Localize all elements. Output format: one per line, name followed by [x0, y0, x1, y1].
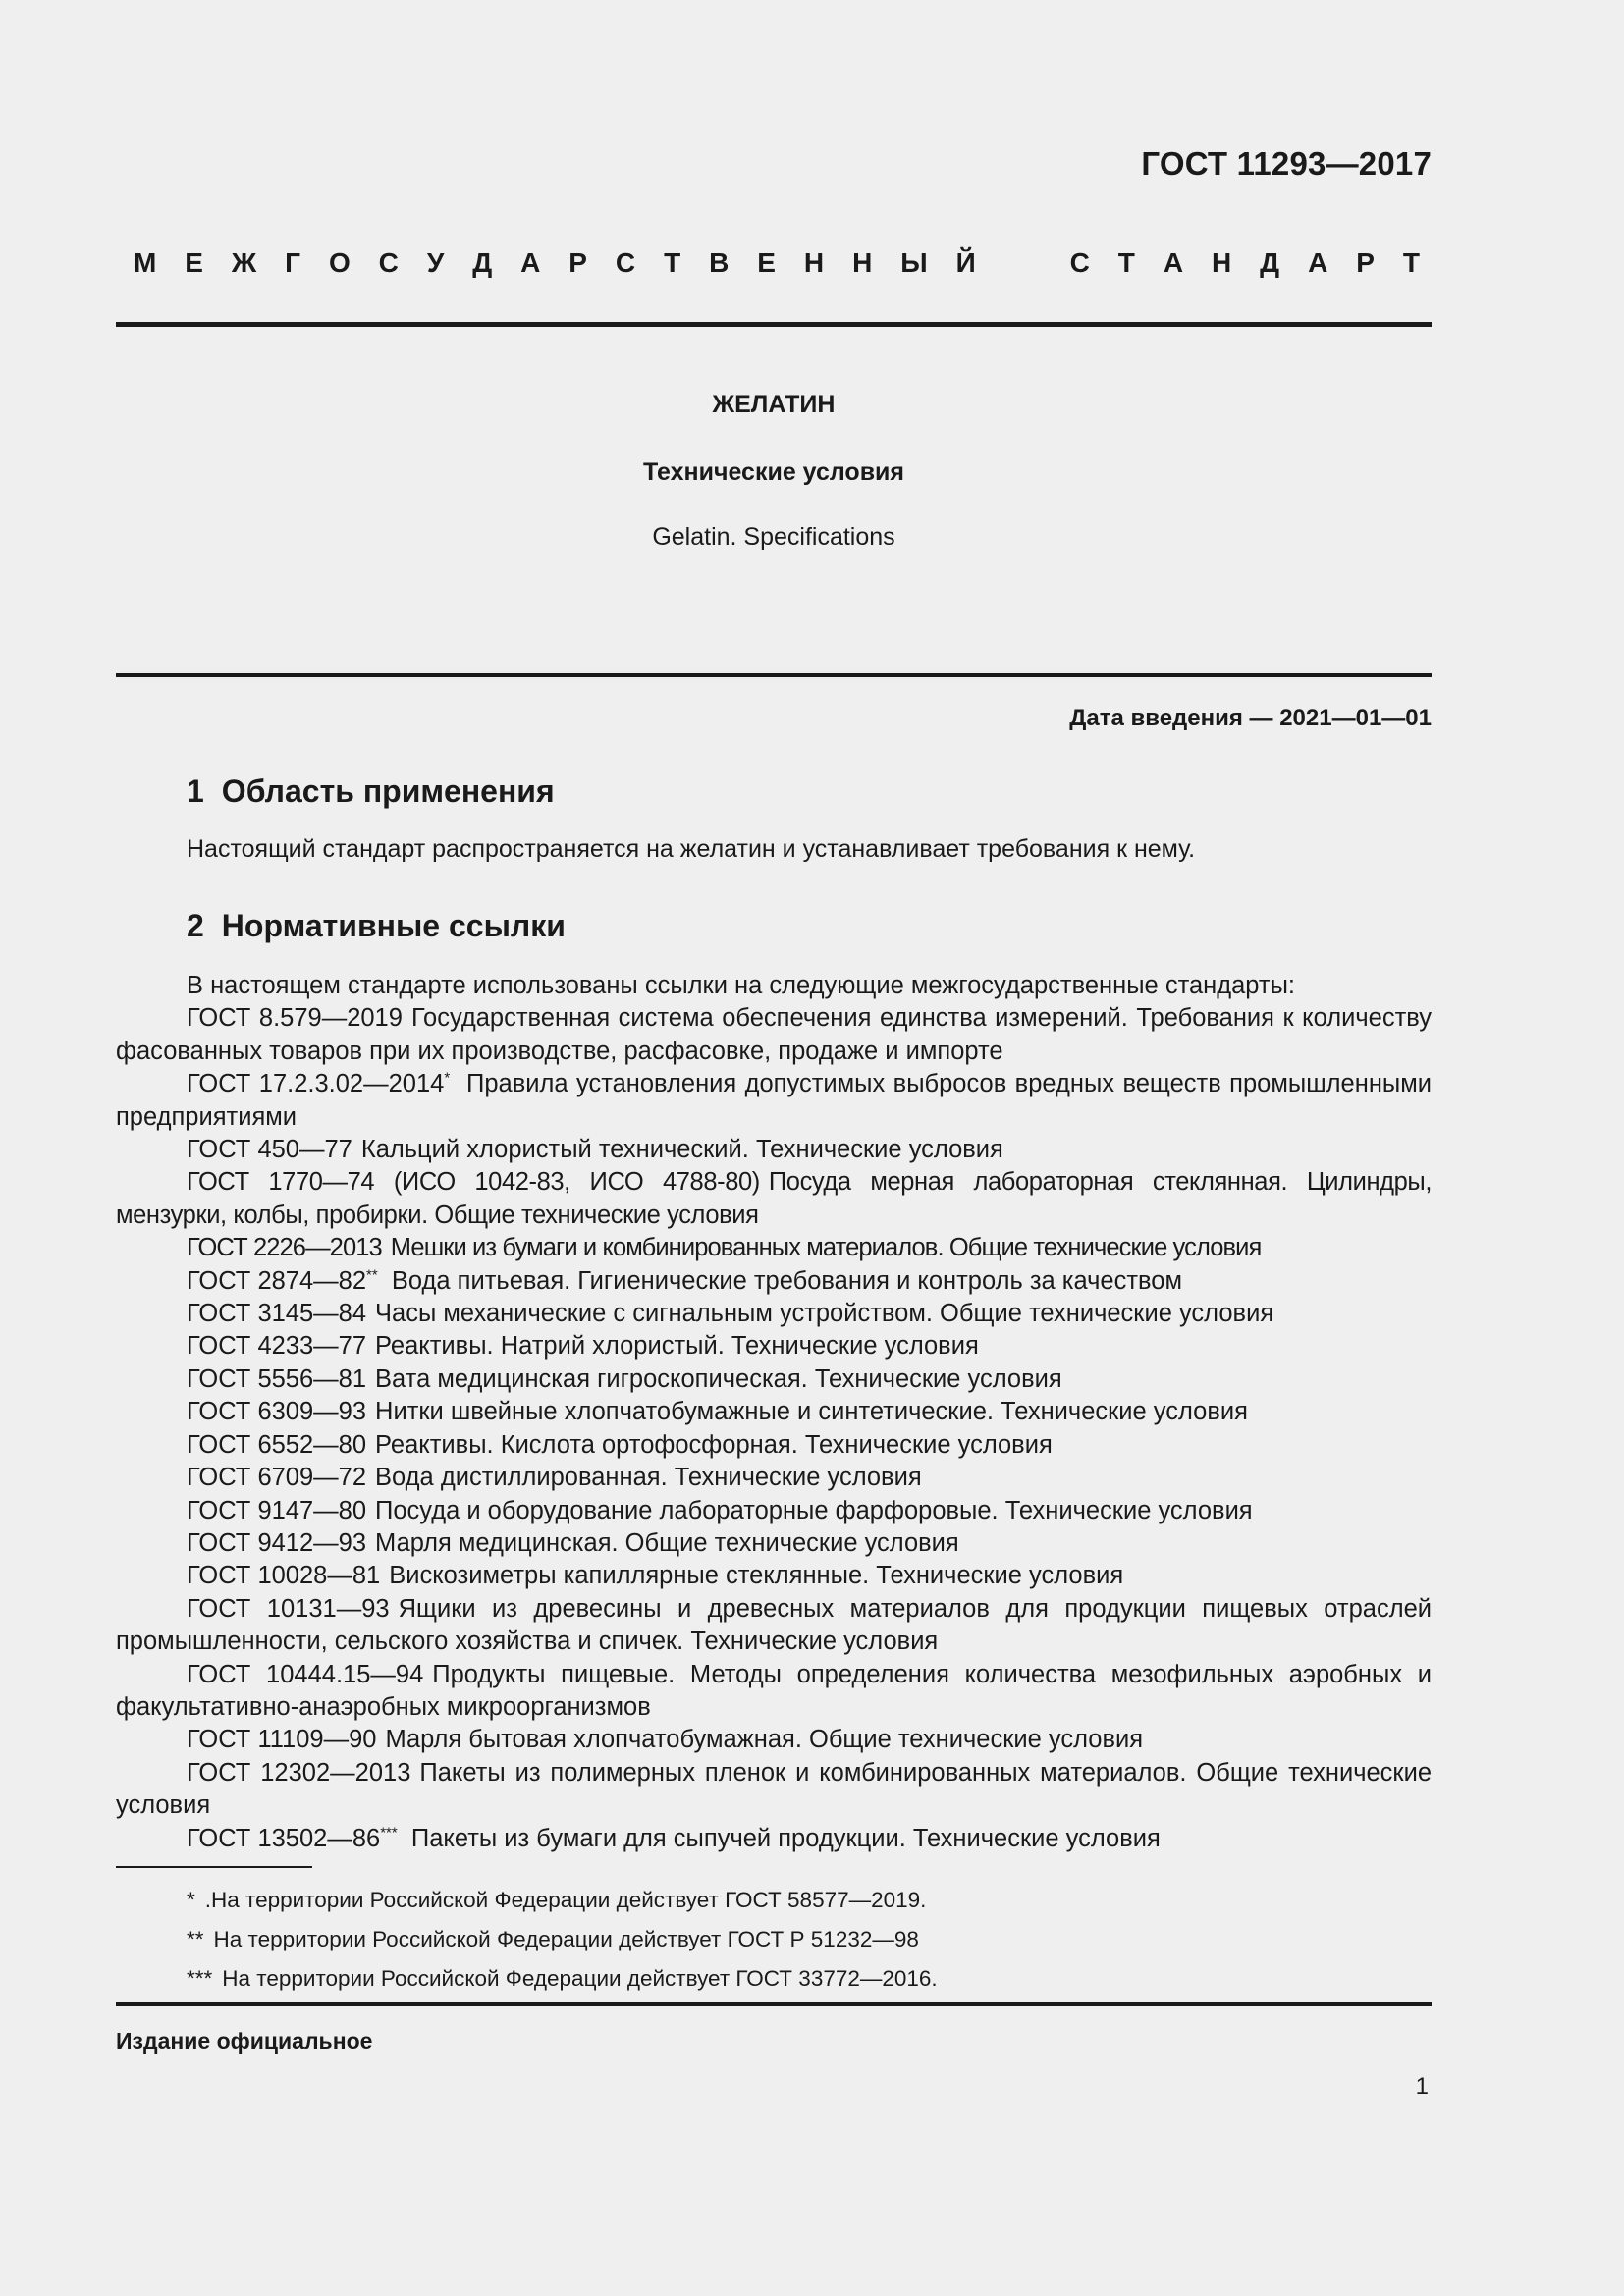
- reference-item: [116, 1462, 1432, 1494]
- reference-item: [116, 1396, 1432, 1428]
- reference-item: [116, 1363, 1432, 1396]
- standard-type-letter: Н: [803, 247, 825, 278]
- standard-type-letter: С: [1069, 247, 1090, 278]
- standard-type-letter: Д: [472, 247, 493, 278]
- reference-item: [116, 1823, 1432, 1855]
- page-number: 1: [1415, 2073, 1429, 2100]
- section-1-heading: [187, 774, 555, 810]
- section-2-heading: [187, 908, 566, 944]
- standard-type-letter: Е: [757, 247, 776, 278]
- section-1-text: Настоящий стандарт распространяется на желатин и устанавливает требования к нему.: [187, 835, 1196, 863]
- footnote-item: [187, 1881, 938, 1920]
- top-divider: [116, 322, 1432, 327]
- standard-type-letter: А: [1308, 247, 1328, 278]
- footnote-item-mark: ***: [187, 1966, 213, 1991]
- standard-type-letter: В: [709, 247, 730, 278]
- reference-title: Продукты пищевые. Методы определения количества мезофильных аэробных и факультативно-анаэробных микроорганизмов: [116, 1660, 1432, 1721]
- reference-item: [116, 1330, 1432, 1362]
- document-number: ГОСТ 11293—2017: [1141, 145, 1432, 182]
- document-title: ЖЕЛАТИН: [712, 391, 836, 418]
- reference-item: [116, 1232, 1432, 1264]
- introduction-date: Дата введения — 2021—01—01: [1069, 705, 1432, 731]
- standard-type-letter: Ы: [900, 247, 928, 278]
- reference-code: ГОСТ 17.2.3.02—2014: [187, 1070, 445, 1098]
- reference-code: ГОСТ 1770—74 (ИСО 1042-83, ИСО 4788-80): [187, 1168, 760, 1197]
- footnote-separator: [116, 1866, 312, 1868]
- standard-type-letter: Н: [1212, 247, 1232, 278]
- edition-label: Издание официальное: [116, 2028, 373, 2054]
- section-1-number: 1: [187, 774, 204, 809]
- footnotes: [187, 1881, 938, 1999]
- reference-code: ГОСТ 9147—80: [187, 1496, 367, 1524]
- reference-code: ГОСТ 6552—80: [187, 1430, 367, 1459]
- reference-code: ГОСТ 6709—72: [187, 1464, 367, 1492]
- reference-code: ГОСТ 10444.15—94: [187, 1660, 424, 1688]
- standard-type-letter: А: [520, 247, 541, 278]
- standard-type-letter: М: [134, 247, 157, 278]
- document-english-title: Gelatin. Specifications: [652, 523, 895, 551]
- reference-title: Правила установления допустимых выбросов вредных веществ промышленными предприятиями: [116, 1070, 1432, 1131]
- reference-item: [116, 1002, 1432, 1068]
- section-1-title: Область применения: [221, 774, 555, 809]
- reference-title: Посуда и оборудование лабораторные фарфоровые. Технические условия: [375, 1496, 1253, 1524]
- reference-title: Пакеты из полимерных пленок и комбинированных материалов. Общие технические условия: [116, 1758, 1433, 1820]
- reference-title: Вода дистиллированная. Технические условия: [375, 1464, 922, 1492]
- footnote-mark: **: [366, 1266, 378, 1284]
- section-2-number: 2: [187, 908, 204, 943]
- standard-type-letter: Е: [185, 247, 203, 278]
- reference-title: Вата медицинская гигроскопическая. Технические условия: [375, 1364, 1062, 1393]
- reference-code: ГОСТ 8.579—2019: [187, 1004, 403, 1033]
- reference-item: [116, 1495, 1432, 1527]
- standard-type-letter: Р: [568, 247, 587, 278]
- reference-code: ГОСТ 3145—84: [187, 1300, 367, 1328]
- reference-code: ГОСТ 12302—2013: [187, 1758, 411, 1787]
- footnote-mark: *: [444, 1069, 451, 1087]
- standard-type-letter: Т: [1402, 247, 1420, 278]
- standard-type-letter: Т: [664, 247, 681, 278]
- reference-code: ГОСТ 10131—93: [187, 1594, 390, 1623]
- footnote-mark: ***: [380, 1824, 398, 1842]
- reference-code: ГОСТ 11109—90: [187, 1726, 377, 1754]
- section-2-title: Нормативные ссылки: [221, 908, 566, 943]
- reference-code: ГОСТ 13502—86: [187, 1824, 381, 1852]
- footnote-item: [187, 1920, 938, 1959]
- footnote-item-text: На территории Российской Федерации действует ГОСТ 33772—2016.: [222, 1966, 938, 1991]
- reference-item: [116, 1068, 1432, 1134]
- reference-code: ГОСТ 6309—93: [187, 1398, 367, 1426]
- reference-title: Пакеты из бумаги для сыпучей продукции. Технические условия: [410, 1824, 1161, 1852]
- reference-title: Государственная система обеспечения единства измерений. Требования к количеству фасованных товаров при их производстве, расфасовке, продаже и импорте: [116, 1004, 1432, 1065]
- standard-type-letter: Ж: [231, 247, 257, 278]
- reference-code: ГОСТ 9412—93: [187, 1528, 367, 1557]
- reference-title: Марля медицинская. Общие технические условия: [375, 1528, 959, 1557]
- reference-title: Реактивы. Натрий хлористый. Технические условия: [375, 1332, 979, 1361]
- standard-type-letter: О: [328, 247, 351, 278]
- standard-type-letter: У: [426, 247, 445, 278]
- standard-type-heading: [134, 247, 1420, 279]
- reference-code: ГОСТ 2874—82: [187, 1266, 367, 1295]
- reference-title: Ящики из древесины и древесных материалов для продукции пищевых отраслей промышленности, сельского хозяйства и спичек. Технические условия: [116, 1594, 1432, 1656]
- standard-type-letter: Н: [852, 247, 873, 278]
- reference-item: [116, 1134, 1432, 1166]
- reference-code: ГОСТ 450—77: [187, 1136, 352, 1164]
- reference-title: Мешки из бумаги и комбинированных материалов. Общие технические условия: [390, 1234, 1262, 1262]
- reference-item: [116, 1527, 1432, 1560]
- standard-type-letter: Р: [1356, 247, 1375, 278]
- reference-item: [116, 1659, 1432, 1725]
- reference-title: Марля бытовая хлопчатобумажная. Общие технические условия: [385, 1726, 1144, 1754]
- footnote-item-text: .На территории Российской Федерации действует ГОСТ 58577—2019.: [204, 1888, 927, 1912]
- standard-type-letter: Д: [1260, 247, 1280, 278]
- reference-item: [116, 1265, 1432, 1298]
- footnote-item-mark: *: [187, 1888, 195, 1912]
- reference-item: [116, 1560, 1432, 1592]
- bottom-divider: [116, 2002, 1432, 2006]
- document-page: [116, 0, 1432, 2296]
- reference-item: [116, 1298, 1432, 1330]
- references-intro: В настоящем стандарте использованы ссылки на следующие межгосударственные стандарты:: [187, 972, 1295, 999]
- word-gap: [1004, 247, 1042, 279]
- reference-title: Кальций хлористый технический. Технические условия: [360, 1136, 1003, 1164]
- standard-type-letter: С: [615, 247, 636, 278]
- reference-title: Вискозиметры капиллярные стеклянные. Технические условия: [389, 1562, 1124, 1590]
- standard-type-letter: Т: [1117, 247, 1135, 278]
- standard-type-letter: Г: [285, 247, 301, 278]
- reference-item: [116, 1724, 1432, 1756]
- reference-title: Вода питьевая. Гигиенические требования и контроль за качеством: [391, 1266, 1182, 1295]
- reference-code: ГОСТ 10028—81: [187, 1562, 381, 1590]
- footnote-item-mark: **: [187, 1927, 204, 1951]
- reference-item: [116, 1166, 1432, 1232]
- reference-title: Нитки швейные хлопчатобумажные и синтетические. Технические условия: [375, 1398, 1248, 1426]
- standard-type-letter: С: [378, 247, 399, 278]
- reference-item: [116, 1757, 1432, 1823]
- document-subtitle: Технические условия: [642, 458, 905, 486]
- standard-type-letter: Й: [955, 247, 976, 278]
- title-divider: [116, 673, 1432, 677]
- footnote-item: [187, 1959, 938, 1999]
- reference-title: Реактивы. Кислота ортофосфорная. Технические условия: [375, 1430, 1053, 1459]
- reference-title: Часы механические с сигнальным устройством. Общие технические условия: [375, 1300, 1274, 1328]
- reference-code: ГОСТ 2226—2013: [187, 1234, 382, 1262]
- reference-code: ГОСТ 4233—77: [187, 1332, 367, 1361]
- normative-references: [116, 970, 1432, 1855]
- reference-item: [116, 1593, 1432, 1659]
- reference-item: [116, 1429, 1432, 1462]
- reference-title: Посуда мерная лабораторная стеклянная. Цилиндры, мензурки, колбы, пробирки. Общие технические условия: [116, 1168, 1432, 1229]
- standard-type-letter: А: [1163, 247, 1184, 278]
- reference-code: ГОСТ 5556—81: [187, 1364, 367, 1393]
- footnote-item-text: На территории Российской Федерации действует ГОСТ Р 51232—98: [213, 1927, 919, 1951]
